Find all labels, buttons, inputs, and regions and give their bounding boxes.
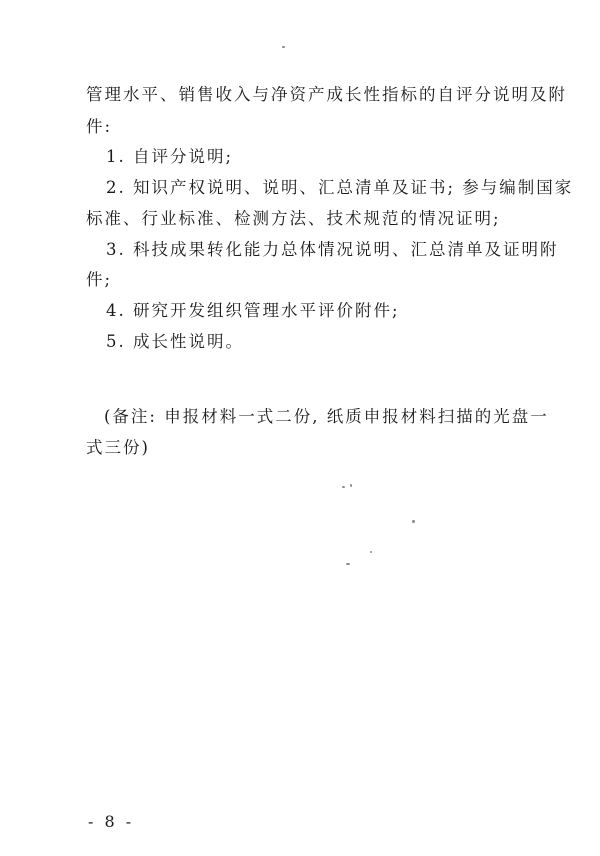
page-number: - 8 - (88, 812, 135, 831)
scan-speck (342, 486, 345, 488)
list-item-2-line-1: 2. 知识产权说明、说明、汇总清单及证书; 参与编制国家 (106, 178, 574, 197)
intro-text-line-2: 件: (86, 117, 113, 136)
scan-speck (282, 46, 285, 48)
list-item-2-line-2: 标准、行业标准、检测方法、技术规范的情况证明; (86, 209, 501, 228)
note-line-1: (备注: 申报材料一式二份, 纸质申报材料扫描的光盘一 (104, 407, 549, 426)
scan-speck (346, 563, 350, 565)
intro-text-line-1: 管理水平、销售收入与净资产成长性指标的自评分说明及附 (86, 85, 567, 104)
scan-speck (350, 484, 352, 487)
list-item-3-line-2: 件; (86, 270, 113, 289)
note-line-2: 式三份) (86, 438, 150, 457)
scan-speck (370, 551, 372, 553)
list-item-1: 1. 自评分说明; (106, 147, 234, 166)
list-item-5: 5. 成长性说明。 (106, 332, 244, 351)
list-item-3-line-1: 3. 科技成果转化能力总体情况说明、汇总清单及证明附 (106, 240, 559, 259)
list-item-4: 4. 研究开发组织管理水平评价附件; (106, 301, 400, 320)
scan-speck (412, 520, 415, 523)
